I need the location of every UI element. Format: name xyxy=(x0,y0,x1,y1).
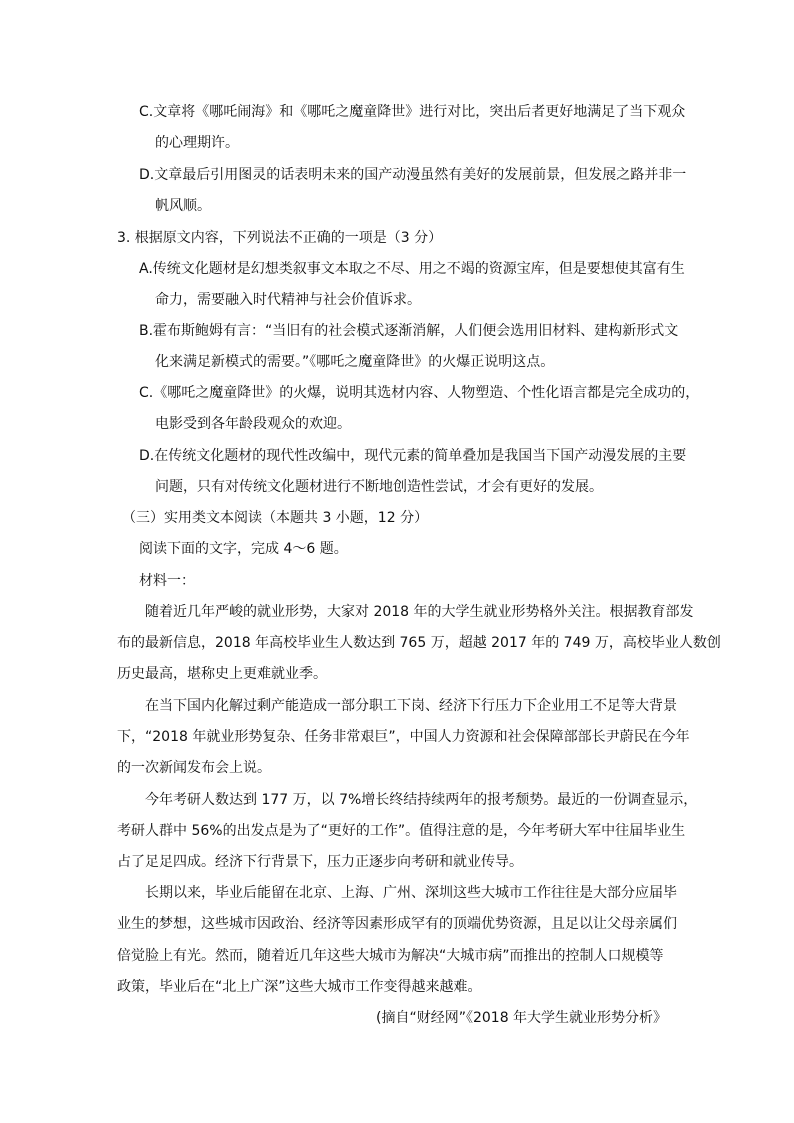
q3-option-d-line1: D.在传统文化题材的现代性改编中，现代元素的简单叠加是我国当下国产动漫发展的主要 xyxy=(139,448,687,464)
q3-option-b-line1: B.霍布斯鲍姆有言：“当旧有的社会模式逐渐消解，人们便会选用旧材料、建构新形式文 xyxy=(139,323,679,339)
q2-option-c-line1: C.文章将《哪吒闹海》和《哪吒之魔童降世》进行对比，突出后者更好地满足了当下观众 xyxy=(139,104,686,120)
paragraph-3-line2: 考研人群中 56%的出发点是为了“更好的工作”。值得注意的是，今年考研大军中往届毕业生 xyxy=(117,823,686,839)
paragraph-2-line3: 的一次新闻发布会上说。 xyxy=(117,760,271,776)
q3-option-c-line1: C.《哪吒之魔童降世》的火爆，说明其选材内容、人物塑造、个性化语言都是完全成功的， xyxy=(139,385,700,401)
source-citation: (摘自“财经网”《2018 年大学生就业形势分析》 xyxy=(376,1010,668,1026)
q2-option-d-line2: 帆风顺。 xyxy=(155,198,211,214)
question-3-stem: 3. 根据原文内容，下列说法不正确的一项是（3 分） xyxy=(117,230,443,246)
paragraph-1-line2: 布的最新信息，2018 年高校毕业生人数达到 765 万，超越 2017 年的 749 万，高校毕业人数创 xyxy=(117,635,721,651)
q3-option-c-line2: 电影受到各年龄段观众的欢迎。 xyxy=(155,416,351,432)
paragraph-1-line1: 随着近几年严峻的就业形势，大家对 2018 年的大学生就业形势格外关注。根据教育部发 xyxy=(145,604,694,620)
paragraph-4-line1: 长期以来，毕业后能留在北京、上海、广州、深圳这些大城市工作往往是大部分应届毕 xyxy=(145,885,677,901)
material-1-label: 材料一： xyxy=(139,573,195,589)
q2-option-c-line2: 的心理期许。 xyxy=(155,135,239,151)
q2-option-d-line1: D.文章最后引用图灵的话表明未来的国产动漫虽然有美好的发展前景，但发展之路并非一 xyxy=(139,167,687,183)
q3-option-a-line2: 命力，需要融入时代精神与社会价值诉求。 xyxy=(155,292,421,308)
paragraph-4-line2: 业生的梦想，这些城市因政治、经济等因素形成罕有的顶端优势资源，且足以让父母亲属们 xyxy=(117,916,677,932)
paragraph-2-line1: 在当下国内化解过剩产能造成一部分职工下岗、经济下行压力下企业用工不足等大背景 xyxy=(145,698,677,714)
paragraph-3-line3: 占了足足四成。经济下行背景下，压力正逐步向考研和就业传导。 xyxy=(117,854,523,870)
section-3-heading: （三）实用类文本阅读（本题共 3 小题，12 分） xyxy=(122,510,429,526)
paragraph-1-line3: 历史最高，堪称史上更难就业季。 xyxy=(117,666,327,682)
paragraph-2-line2: 下，“2018 年就业形势复杂、任务非常艰巨”，中国人力资源和社会保障部部长尹蔚民在今年 xyxy=(117,729,690,745)
paragraph-4-line3: 倍觉脸上有光。然而，随着近几年这些大城市为解决“大城市病”而推出的控制人口规模等 xyxy=(117,948,664,964)
q3-option-a-line1: A.传统文化题材是幻想类叙事文本取之不尽、用之不竭的资源宝库，但是要想使其富有生 xyxy=(139,261,685,277)
q3-option-d-line2: 问题，只有对传统文化题材进行不断地创造性尝试，才会有更好的发展。 xyxy=(155,479,603,495)
section-3-instruction: 阅读下面的文字，完成 4～6 题。 xyxy=(139,541,348,557)
paragraph-4-line4: 政策，毕业后在“北上广深”这些大城市工作变得越来越难。 xyxy=(117,979,482,995)
q3-option-b-line2: 化来满足新模式的需要。”《哪吒之魔童降世》的火爆正说明这点。 xyxy=(155,354,555,370)
paragraph-3-line1: 今年考研人数达到 177 万，以 7%增长终结持续两年的报考颓势。最近的一份调查显示， xyxy=(145,792,698,808)
